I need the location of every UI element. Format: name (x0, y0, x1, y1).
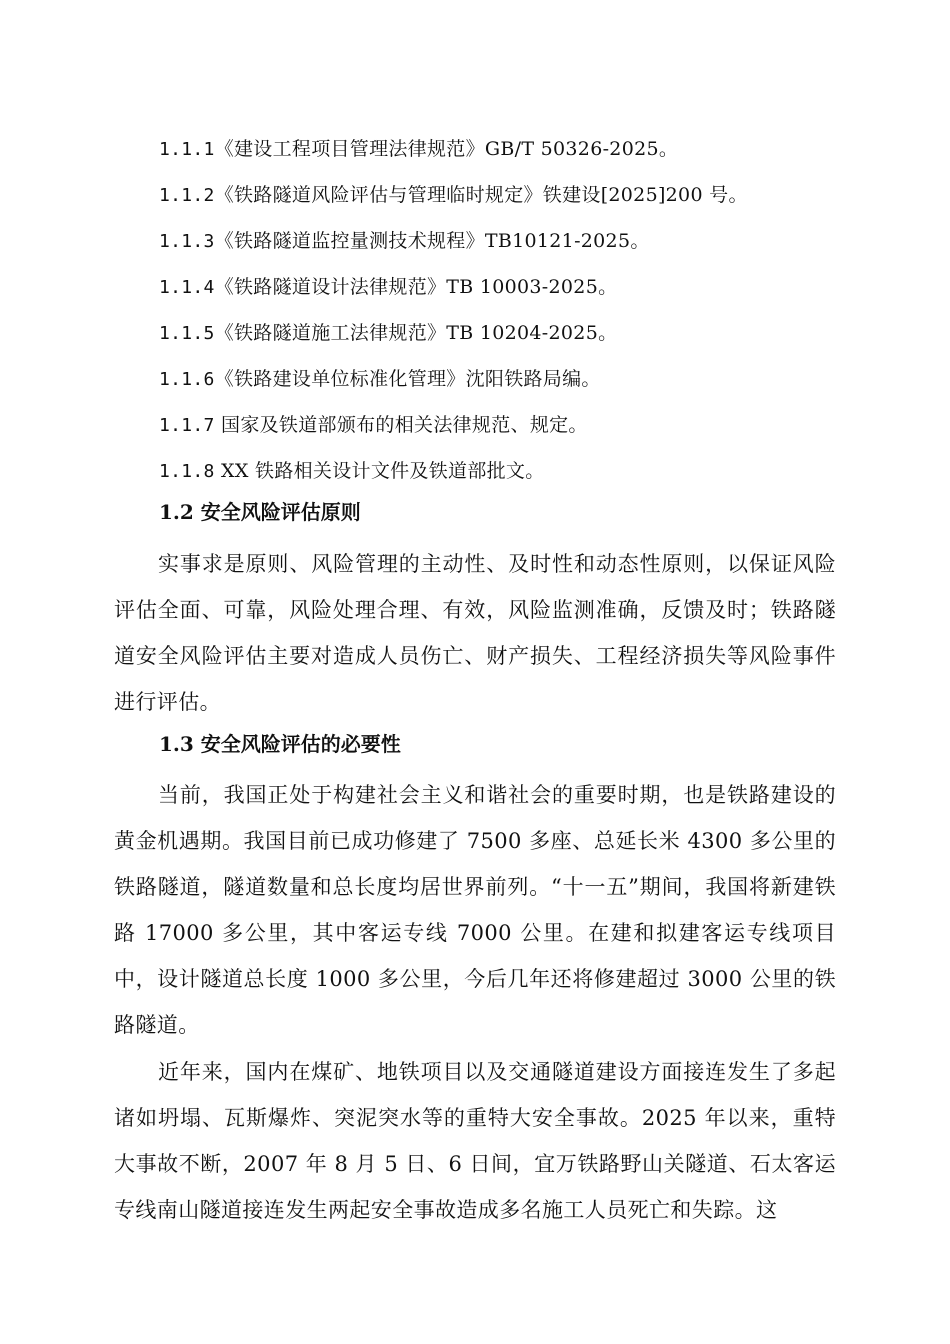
reference-text: 《铁路隧道监控量测技术规程》TB10121-2025。 (214, 230, 650, 252)
reference-item (159, 218, 859, 264)
reference-number: 1.1.3 (159, 231, 215, 252)
reference-item (159, 448, 859, 494)
reference-item (159, 402, 859, 448)
reference-text: 国家及铁道部颁布的相关法律规范、规定。 (214, 414, 588, 436)
reference-text: 《铁路建设单位标准化管理》沈阳铁路局编。 (214, 368, 601, 390)
reference-text: XX 铁路相关设计文件及铁道部批文。 (214, 460, 545, 482)
reference-item (159, 126, 859, 172)
reference-item (159, 356, 859, 402)
reference-list (159, 126, 859, 494)
reference-item (159, 172, 859, 218)
reference-text: 《铁路隧道设计法律规范》TB 10003-2025。 (214, 276, 618, 298)
section-1-2-paragraph: 实事求是原则、风险管理的主动性、及时性和动态性原则，以保证风险评估全面、可靠，风险处理合理、有效，风险监测准确，反馈及时；铁路隧道安全风险评估主要对造成人员伤亡、财产损失、工程经济损失等风险事件进行评估。 (114, 552, 836, 714)
reference-number: 1.1.7 (159, 415, 215, 436)
reference-text: 《铁路隧道风险评估与管理临时规定》铁建设[2025]200 号。 (214, 184, 748, 206)
reference-number: 1.1.5 (159, 323, 215, 344)
reference-number: 1.1.2 (159, 185, 215, 206)
reference-number: 1.1.6 (159, 369, 215, 390)
reference-item (159, 310, 859, 356)
reference-number: 1.1.8 (159, 461, 215, 482)
section-heading-1-3: 1.3 安全风险评估的必要性 (159, 732, 401, 756)
section-heading-1-2: 1.2 安全风险评估原则 (159, 500, 361, 524)
reference-text: 《铁路隧道施工法律规范》TB 10204-2025。 (214, 322, 618, 344)
reference-number: 1.1.4 (159, 277, 215, 298)
reference-text: 《建设工程项目管理法律规范》GB/T 50326-2025。 (214, 138, 679, 160)
reference-number: 1.1.1 (159, 139, 215, 160)
section-1-3-paragraph-1: 当前，我国正处于构建社会主义和谐社会的重要时期，也是铁路建设的黄金机遇期。我国目前已成功修建了 7500 多座、总延长米 4300 多公里的铁路隧道，隧道数量和总长度均居世界前列。“十一五”期间，我国将新建铁路 17000 多公里，其中客运专线 7000 公里。在建和拟建客运专线项目中，设计隧道总长度 1000 多公里，今后几年还将修建超过 3000 公里的铁路隧道。 (114, 783, 836, 1037)
reference-item (159, 264, 859, 310)
section-1-3-paragraph-2: 近年来，国内在煤矿、地铁项目以及交通隧道建设方面接连发生了多起诸如坍塌、瓦斯爆炸、突泥突水等的重特大安全事故。2025 年以来，重特大事故不断，2007 年 8 月 5 日、6 日间，宜万铁路野山关隧道、石太客运专线南山隧道接连发生两起安全事故造成多名施工人员死亡和失踪。这 (114, 1060, 836, 1222)
